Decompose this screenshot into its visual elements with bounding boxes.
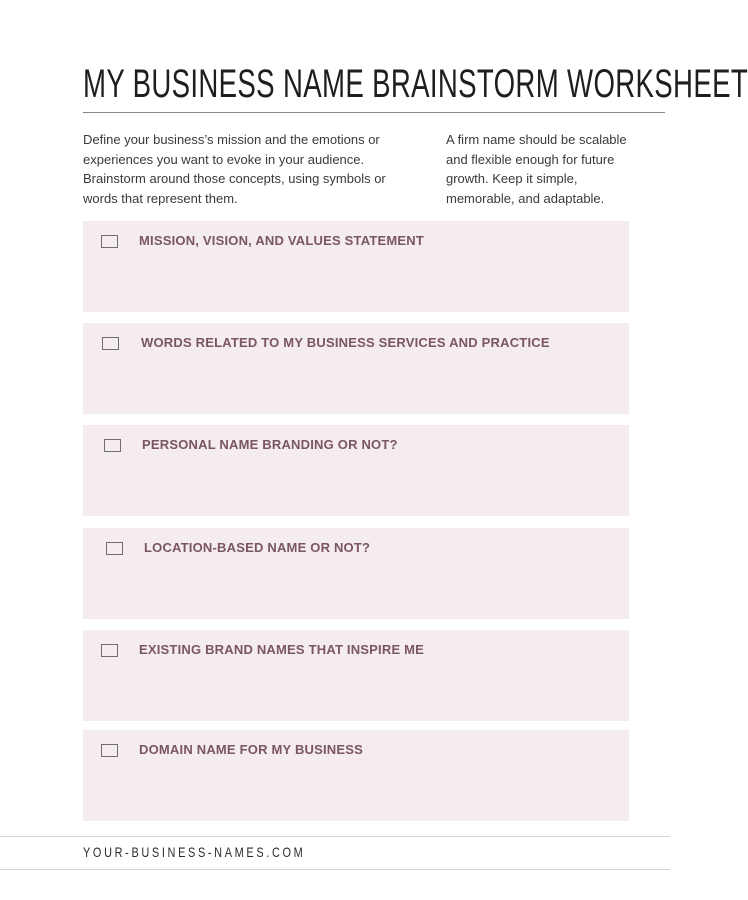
checkbox-personal-name-branding[interactable] [104, 439, 121, 452]
section-mission-vision-values[interactable] [83, 221, 629, 312]
checkbox-domain-name[interactable] [101, 744, 118, 757]
section-label: LOCATION-BASED NAME OR NOT? [144, 540, 371, 555]
checkbox-mission-vision-values[interactable] [101, 235, 118, 248]
footer-website: YOUR-BUSINESS-NAMES.COM [83, 844, 306, 860]
section-domain-name[interactable] [83, 730, 629, 821]
checkbox-location-based-name[interactable] [106, 542, 123, 555]
section-location-based-name[interactable] [83, 528, 629, 619]
section-label: MISSION, VISION, AND VALUES STATEMENT [139, 233, 424, 248]
section-label: DOMAIN NAME FOR MY BUSINESS [139, 742, 364, 757]
intro-mission-text: Define your business’s mission and the emotions or experiences you want to evoke in your audience. Brainstorm around those concepts, using symbols or words that represent them. [83, 132, 386, 206]
intro-scalability-text: A firm name should be scalable and flexible enough for future growth. Keep it simple, memorable, and adaptable. [446, 132, 627, 206]
section-label: WORDS RELATED TO MY BUSINESS SERVICES AND PRACTICE [141, 335, 550, 350]
checkbox-business-words[interactable] [102, 337, 119, 350]
checkbox-inspiring-brand-names[interactable] [101, 644, 118, 657]
title-divider [83, 112, 665, 113]
footer-divider-bottom [0, 869, 670, 870]
section-label: EXISTING BRAND NAMES THAT INSPIRE ME [139, 642, 425, 657]
page-title: MY BUSINESS NAME BRAINSTORM WORKSHEET [83, 62, 748, 106]
section-business-words[interactable] [83, 323, 629, 414]
footer-divider-top [0, 836, 670, 837]
section-personal-name-branding[interactable] [83, 425, 629, 516]
section-inspiring-brand-names[interactable] [83, 630, 629, 721]
section-label: PERSONAL NAME BRANDING OR NOT? [142, 437, 398, 452]
